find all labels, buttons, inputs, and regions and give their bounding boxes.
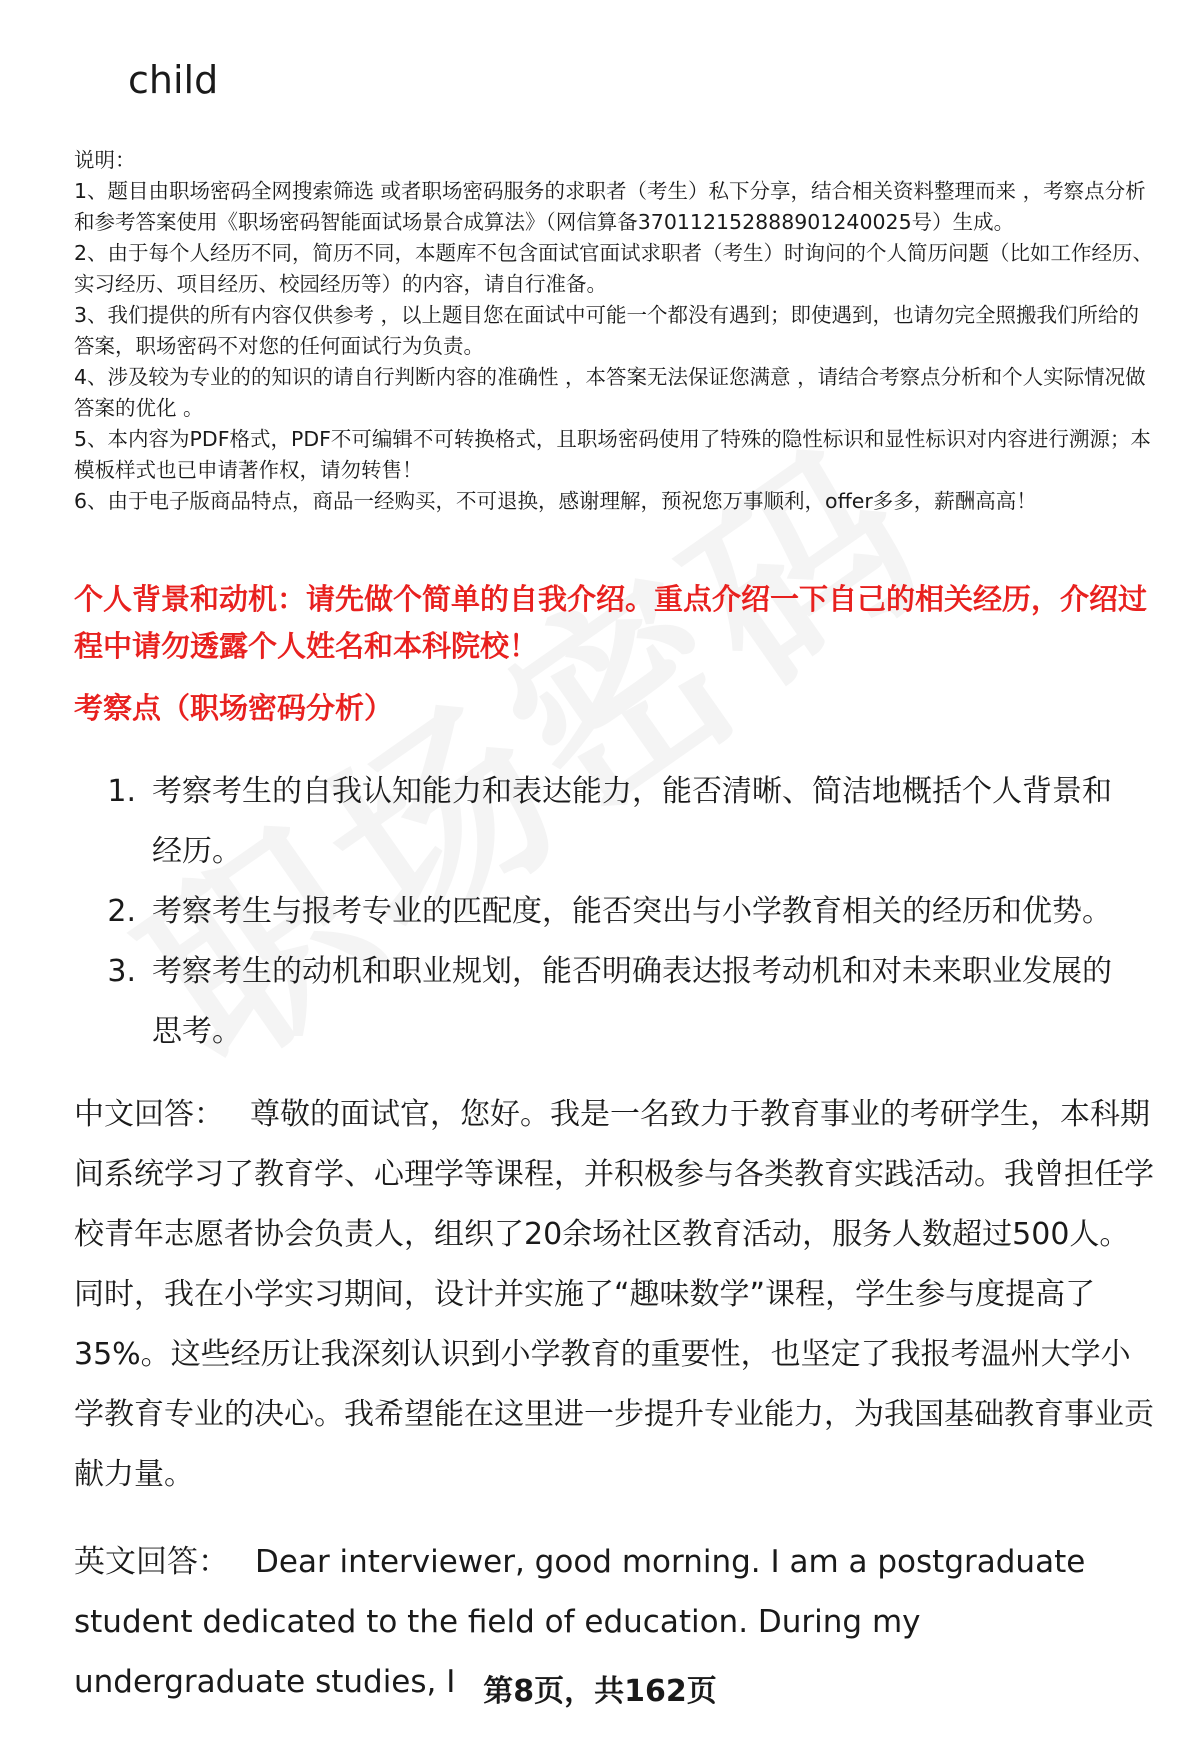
point-number: 1.	[107, 774, 136, 809]
notes-title: 说明：	[74, 148, 136, 172]
note-item: 4、涉及较为专业的的知识的请自行判断内容的准确性 ，本答案无法保证您满意 ，请结合考察点分析和个人实际情况做答案的优化 。	[74, 365, 1146, 420]
english-answer-text: Dear interviewer, good morning. I am a postgraduate student dedicated to the field of education. During my undergraduate studies, I	[74, 1544, 1086, 1700]
notes-section	[74, 145, 1154, 517]
note-item: 3、我们提供的所有内容仅供参考 ，以上题目您在面试中可能一个都没有遇到；即使遇到，也请勿完全照搬我们所给的答案，职场密码不对您的任何面试行为负责。	[74, 303, 1140, 358]
header-label: child	[128, 58, 219, 102]
chinese-answer-label: 中文回答：	[74, 1097, 224, 1132]
page-number: 第8页，共162页	[483, 1674, 717, 1709]
note-item: 5、本内容为PDF格式，PDF不可编辑不可转换格式，且职场密码使用了特殊的隐性标识和显性标识对内容进行溯源；本模板样式也已申请著作权，请勿转售！	[74, 427, 1151, 482]
analysis-point	[74, 882, 1154, 942]
analysis-points-list	[74, 762, 1154, 1062]
note-item: 6、由于电子版商品特点，商品一经购买，不可退换，感谢理解，预祝您万事顺利，offer多多，薪酬高高！	[74, 489, 1037, 513]
point-text: 考察考生的动机和职业规划，能否明确表达报考动机和对未来职业发展的思考。	[152, 954, 1112, 1049]
point-number: 3.	[107, 954, 136, 989]
analysis-point	[74, 762, 1154, 882]
chinese-answer	[74, 1085, 1154, 1505]
note-item: 1、题目由职场密码全网搜索筛选 或者职场密码服务的求职者（考生）私下分享，结合相关资料整理而来 ，考察点分析和参考答案使用《职场密码智能面试场景合成算法》（网信算备370112152888901240025号）生成。	[74, 179, 1146, 234]
analysis-heading: 考察点（职场密码分析）	[74, 691, 394, 725]
note-item: 2、由于每个人经历不同，简历不同，本题库不包含面试官面试求职者（考生）时询问的个人简历问题（比如工作经历、实习经历、项目经历、校园经历等）的内容，请自行准备。	[74, 241, 1154, 296]
point-text: 考察考生与报考专业的匹配度，能否突出与小学教育相关的经历和优势。	[152, 894, 1112, 929]
analysis-point	[74, 942, 1154, 1062]
point-text: 考察考生的自我认知能力和表达能力，能否清晰、简洁地概括个人背景和经历。	[152, 774, 1112, 869]
english-answer-label: 英文回答：	[74, 1544, 229, 1580]
chinese-answer-text: 尊敬的面试官，您好。我是一名致力于教育事业的考研学生，本科期间系统学习了教育学、心理学等课程，并积极参与各类教育实践活动。我曾担任学校青年志愿者协会负责人，组织了20余场社区教育活动，服务人数超过500人。同时，我在小学实习期间，设计并实施了“趣味数学”课程，学生参与度提高了35%。这些经历让我深刻认识到小学教育的重要性，也坚定了我报考温州大学小学教育专业的决心。我希望能在这里进一步提升专业能力，为我国基础教育事业贡献力量。	[74, 1097, 1154, 1492]
interview-question: 个人背景和动机：请先做个简单的自我介绍。重点介绍一下自己的相关经历，介绍过程中请勿透露个人姓名和本科院校！	[74, 582, 1148, 663]
point-number: 2.	[107, 894, 136, 929]
